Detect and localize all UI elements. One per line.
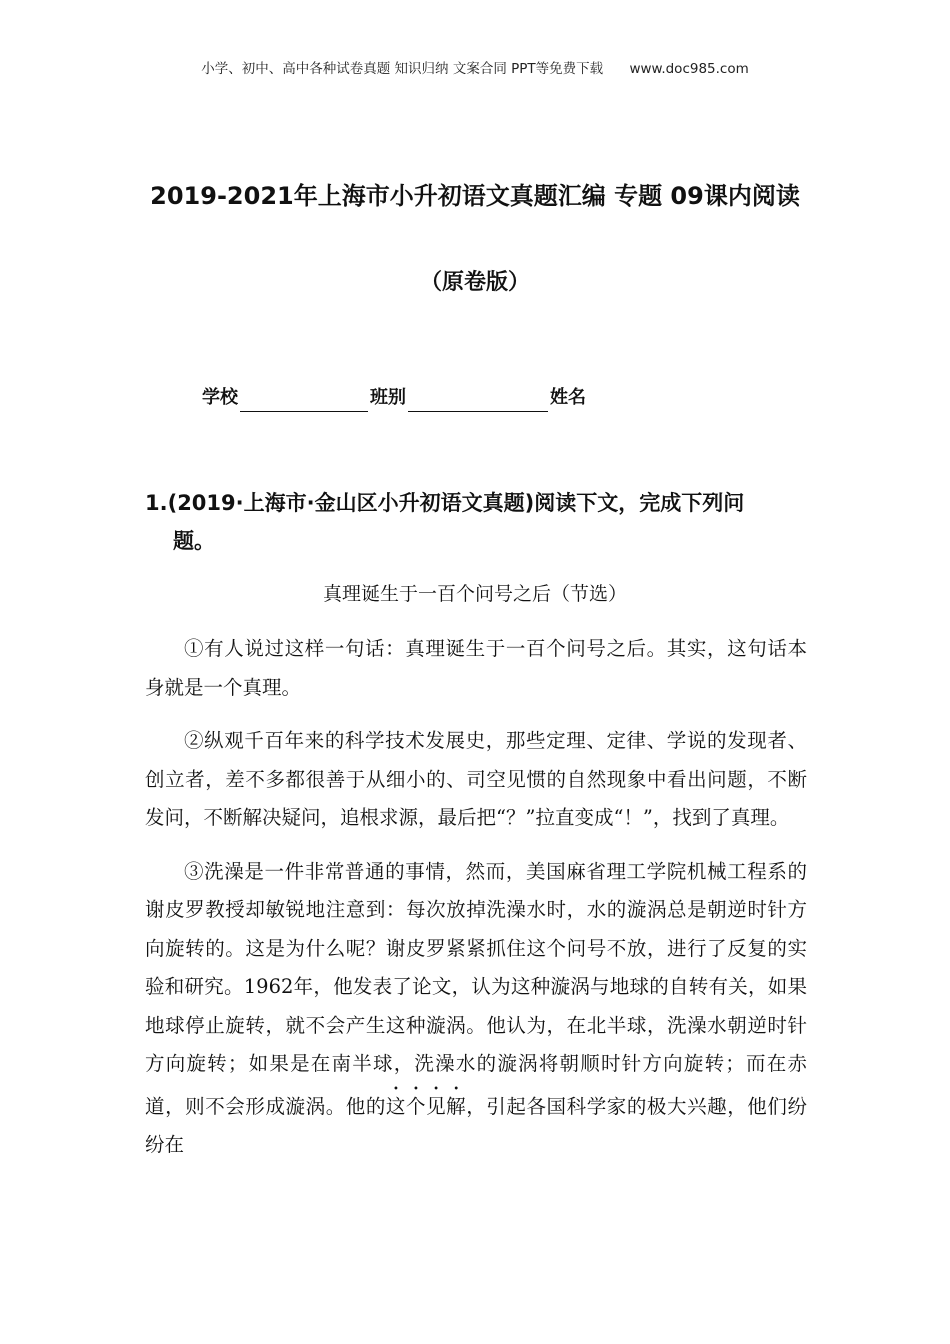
document-subtitle: （原卷版） (419, 270, 530, 295)
header-site-url: www.doc985.com (629, 61, 749, 77)
question-prompt-text: (2019·上海市·金山区小升初语文真题)阅读下文，完成下列问 (167, 491, 745, 515)
passage-paragraph-2: ②纵观千百年来的科学技术发展史，那些定理、定律、学说的发现者、创立者，差不多都很善于从细小的、司空见惯的自然现象中看出问题，不断发问，不断解决疑问，追根求源，最后把“？”拉直变成“！”，找到了真理。 (145, 729, 807, 829)
paragraph-3-continuation: ，引起各国科学家的极大兴趣，他们纷纷在 (145, 1094, 807, 1156)
class-label: 班别 (370, 387, 406, 408)
paragraph-3-text: ③洗澡是一件非常普通的事情，然而，美国麻省理工学院机械工程系的谢皮罗教授却敏锐地注意到：每次放掉洗澡水时，水的漩涡总是朝逆时针方向旋转的。这是为什么呢？谢皮罗紧紧抓住这个问号不放，进行了反复的实验和研究。1962年，他发表了论文，认为这种漩涡与地球的自转有关，如果地球停止旋转，就不会产生这种漩涡。他认为，在北半球，洗澡水朝逆时针方向旋转；如果是在南半球，洗澡水的漩涡将朝顺时针方向旋转；而在赤道，则不会形成漩涡。他的 (145, 859, 807, 1118)
passage-title: 真理诞生于一百个问号之后（节选） (322, 583, 627, 605)
class-blank (408, 389, 548, 412)
question-prompt (145, 484, 810, 560)
question-number: 1. (145, 491, 168, 515)
document-title: 2019-2021年上海市小升初语文真题汇编 专题 09课内阅读 (150, 182, 800, 210)
page-header (0, 57, 950, 77)
passage-body (145, 630, 807, 1180)
question-line-1 (145, 484, 810, 522)
student-info-row (202, 384, 586, 412)
question-prompt-line-2: 题。 (173, 529, 215, 553)
emphasized-phrase: 这个见解 (385, 1094, 467, 1118)
school-blank (240, 389, 368, 412)
header-slogan: 小学、初中、高中各种试卷真题 知识归纳 文案合同 PPT等免费下载 (201, 61, 604, 77)
name-label: 姓名 (550, 387, 586, 408)
school-label: 学校 (202, 387, 238, 408)
passage-paragraph-3 (145, 853, 807, 1165)
passage-paragraph-1: ①有人说过这样一句话：真理诞生于一百个问号之后。其实，这句话本身就是一个真理。 (145, 637, 807, 699)
